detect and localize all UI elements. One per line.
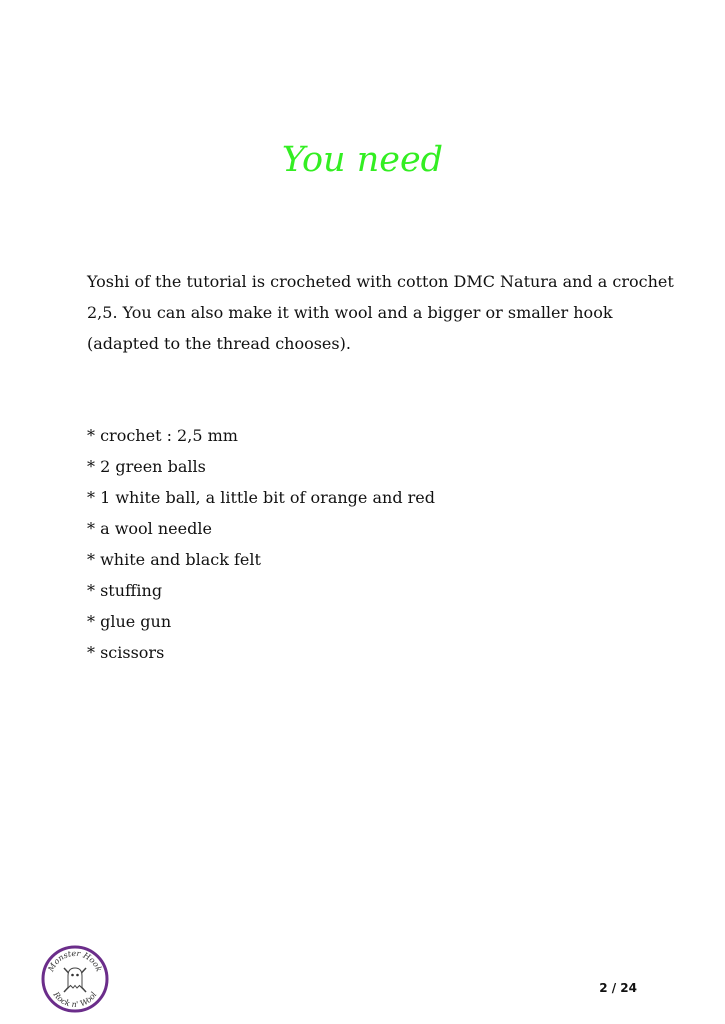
monster-hook-logo: [40, 944, 110, 1014]
logo-top-text: Monster Hook: [46, 948, 104, 974]
supply-item: * scissors: [87, 643, 165, 662]
supply-item: * 2 green balls: [87, 457, 206, 476]
intro-line-2: 2,5. You can also make it with wool and a bigger or smaller hook: [87, 303, 613, 322]
page-number: 2 / 24: [599, 981, 637, 995]
supply-item: * 1 white ball, a little bit of orange and red: [87, 488, 435, 507]
supply-item: * glue gun: [87, 612, 172, 631]
supply-item: * stuffing: [87, 581, 163, 600]
supply-item: * a wool needle: [87, 519, 212, 538]
intro-line-1: Yoshi of the tutorial is crocheted with cotton DMC Natura and a crochet: [87, 272, 674, 291]
logo-bottom-text: Rock n' Wool: [51, 990, 99, 1010]
supply-item: * white and black felt: [87, 550, 261, 569]
supply-item: * crochet : 2,5 mm: [87, 426, 238, 445]
intro-paragraph: [87, 266, 674, 359]
page-title: You need: [281, 140, 444, 180]
supplies-list: [87, 420, 435, 668]
intro-line-3: (adapted to the thread chooses).: [87, 334, 351, 353]
